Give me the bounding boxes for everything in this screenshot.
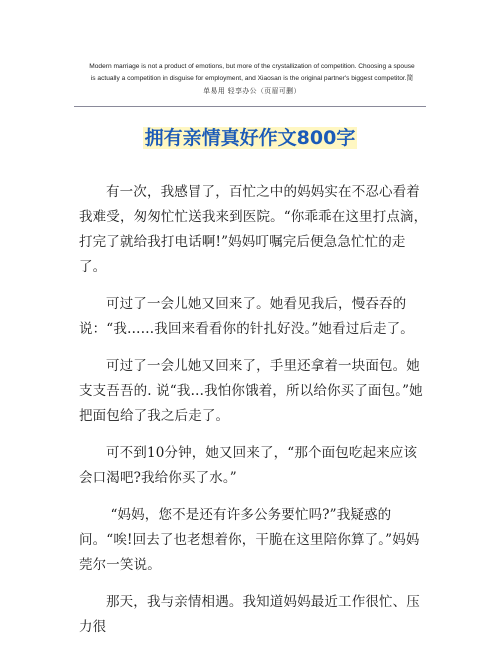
paragraph-2: 可过了一会儿她又回来了。她看见我后，慢吞吞的说：“我……我回来看看你的针扎好没。”她看过后走了。 xyxy=(79,296,414,337)
header-line-2 xyxy=(74,73,430,85)
document-body xyxy=(79,180,429,652)
header-line-2-suffix: 简 xyxy=(406,75,414,82)
document-title xyxy=(0,124,500,152)
paragraph-1: 有一次，我感冒了，百忙之中的妈妈实在不忍心看着我难受，匆匆忙忙送我来到医院。“你乖乖在这里打点滴，打完了就给我打电话啊!”妈妈叮嘱完后便急急忙忙的走了。 xyxy=(79,184,428,275)
header-line-1: Modern marriage is not a product of emotions, but more of the crystallization of competition. Choosing a spouse xyxy=(89,63,415,70)
paragraph-5: “妈妈，您不是还有许多公务要忙吗?”我疑惑的问。“唉!回去了也老想着你，干脆在这里陪你算了。”妈妈莞尔一笑说。 xyxy=(79,507,420,573)
paragraph-6: 那天，我与亲情相遇。我知道妈妈最近工作很忙、压力很 xyxy=(79,594,420,635)
header-divider xyxy=(74,106,426,107)
header-line-3: 单易用 轻享办公（页眉可删） xyxy=(203,87,301,95)
header-line-2-text: is actually a competition in disguise for employment, and Xiaosan is the original partner's biggest competitor. xyxy=(90,75,407,82)
document-title-text: 拥有亲情真好作文800字 xyxy=(144,127,356,149)
page-header xyxy=(74,61,430,97)
paragraph-4: 可不到10分钟，她又回来了，“那个面包吃起来应该会口渴吧?我给你买了水。” xyxy=(79,445,418,486)
paragraph-3: 可过了一会儿她又回来了，手里还拿着一块面包。她支支吾吾的. 说“我…我怕你饿着，所以给你买了面包。”她把面包给了我之后走了。 xyxy=(79,358,423,424)
